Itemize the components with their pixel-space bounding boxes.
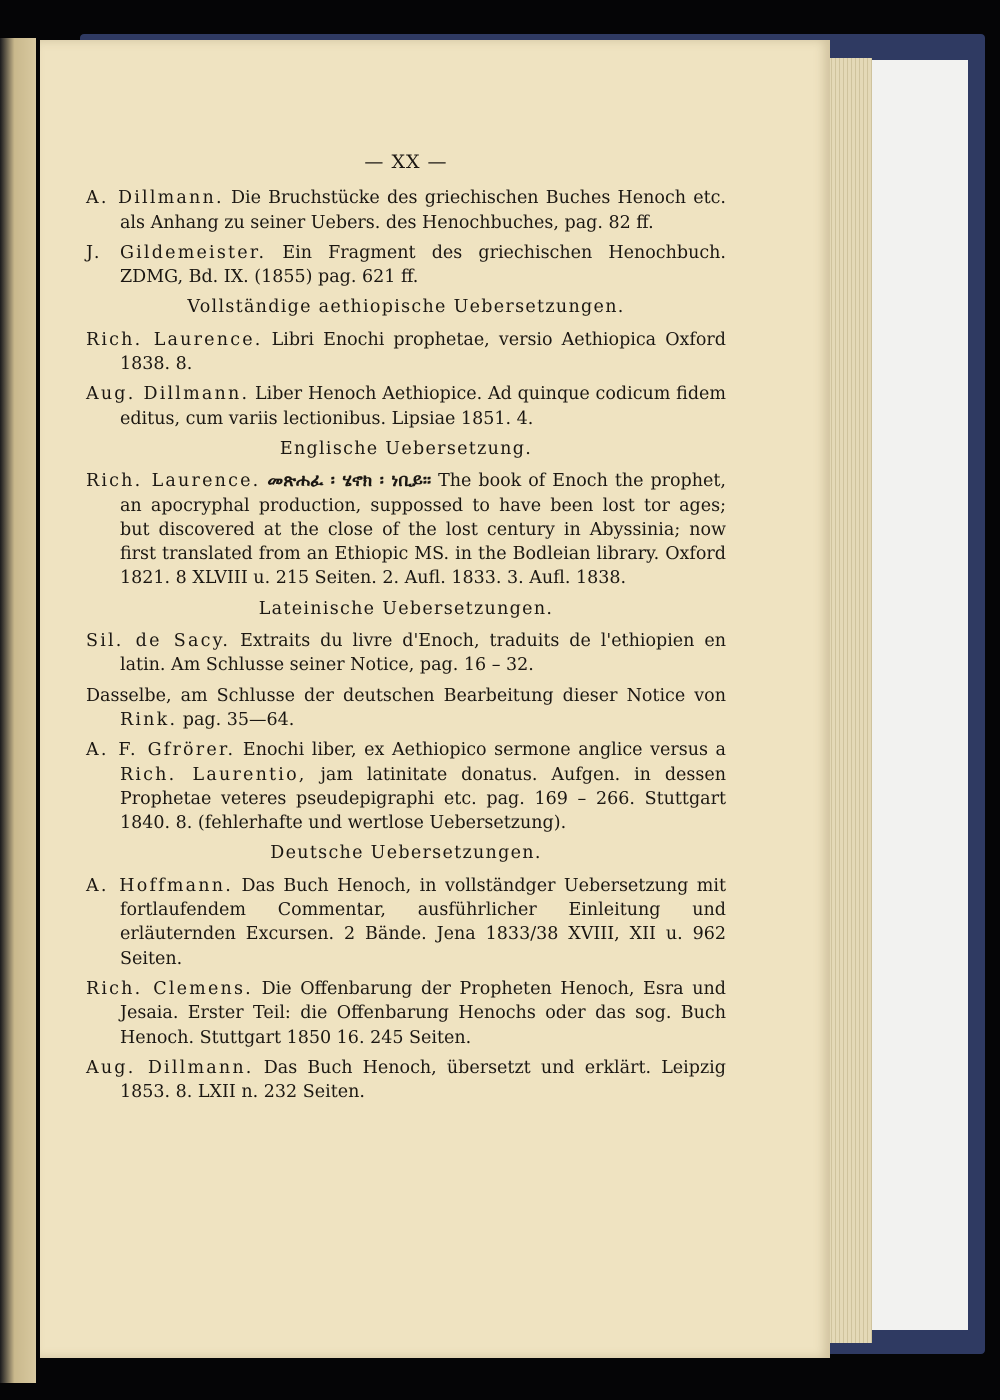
section-heading: Vollständige aethiopische Uebersetzungen. <box>187 297 625 318</box>
bib-entry <box>86 684 726 733</box>
entry-author: Aug. Dillmann. <box>86 1057 254 1078</box>
entry-text: Enochi liber, ex Aethiopico sermone anglice versus a <box>242 740 726 761</box>
bib-entry <box>86 874 726 971</box>
entry-text: jam latinitate donatus. Aufgen. in dessen Prophetae veteres pseudepigraphi etc. pag. 169 – 266. Stuttgart 1840. 8. (fehlerhafte und wertlose Uebersetzung). <box>120 764 726 834</box>
bib-entry <box>86 1056 726 1105</box>
entry-author: J. Gildemeister. <box>86 242 267 263</box>
entry-text: Extraits du livre d'Enoch, traduits de l'ethiopien en latin. Am Schlusse seiner Notice, pag. 16 – 32. <box>120 631 726 676</box>
entry-author: Sil. de Sacy. <box>86 631 231 652</box>
entry-author: A. Dillmann. <box>86 188 224 209</box>
bib-entry <box>86 382 726 431</box>
ethiopic-title: መጽሐፈ ፡ ሄኖክ ፡ ነቢይ፡፡ <box>267 471 432 492</box>
bib-entry <box>86 469 726 590</box>
entry-author: Rich. Laurentio, <box>120 764 307 785</box>
entry-author: A. F. Gfrörer. <box>86 740 236 761</box>
bib-entry <box>86 328 726 377</box>
entry-text: Ein Fragment des griechischen Henochbuch. ZDMG, Bd. IX. (1855) pag. 621 ff. <box>120 242 726 288</box>
entry-text: Die Offenbarung der Propheten Henoch, Esra und Jesaia. Erster Teil: die Offenbarung Henochs oder das sog. Buch Henoch. Stuttgart 1850 16. 245 Seiten. <box>120 978 726 1048</box>
facing-page-edge <box>0 38 36 1383</box>
bib-entry <box>86 977 726 1050</box>
entry-author: Rich. Laurence. <box>86 329 263 350</box>
entry-text: Libri Enochi prophetae, versio Aethiopica Oxford 1838. 8. <box>120 329 726 375</box>
bib-entry <box>86 629 726 678</box>
page-number: — XX — <box>364 151 448 173</box>
entry-text: The book of Enoch the prophet, an apocryphal production, suppossed to have been lost tor ages; but discovered at the close of the lost century in Abyssinia; now first translated from an Ethiopic MS. in the Bodleian library. Oxford 1821. 8 XLVIII u. 215 Seiten. 2. Aufl. 1833. 3. Aufl. 1838. <box>120 471 726 589</box>
entry-text: pag. 35—64. <box>182 709 295 730</box>
entry-text: Die Bruchstücke des griechischen Buches Henoch etc. als Anhang zu seiner Uebers. des Henochbuches, pag. 82 ff. <box>120 188 726 233</box>
entry-text: Das Buch Henoch, in vollständger Uebersetzung mit fortlaufendem Commentar, ausführlicher Einleitung und erläuternden Excursen. 2 Bände. Jena 1833/38 XVIII, XII u. 962 Seiten. <box>120 875 726 969</box>
entry-text: Dasselbe, am Schlusse der deutschen Bearbeitung dieser Notice von <box>86 685 726 706</box>
book-page <box>40 40 830 1358</box>
page-text <box>86 150 726 1110</box>
entry-text: Das Buch Henoch, übersetzt und erklärt. Leipzig 1853. 8. LXII n. 232 Seiten. <box>120 1057 726 1103</box>
bib-entry <box>86 241 726 290</box>
section-heading: Englische Uebersetzung. <box>279 438 533 459</box>
bib-entry <box>86 738 726 835</box>
bib-entry <box>86 186 726 235</box>
page-edges <box>828 58 872 1343</box>
entry-author: Rink. <box>120 709 178 730</box>
section-heading: Lateinische Uebersetzungen. <box>258 598 554 619</box>
entry-text: Liber Henoch Aethiopice. Ad quinque codicum fidem editus, cum variis lectionibus. Lipsiae 1851. 4. <box>120 384 726 429</box>
background-white-area <box>868 60 968 1330</box>
entry-author: Rich. Clemens. <box>86 978 253 999</box>
entry-author: Rich. Laurence. <box>86 471 261 492</box>
section-heading: Deutsche Uebersetzungen. <box>270 843 542 864</box>
entry-author: Aug. Dillmann. <box>86 384 250 405</box>
entry-author: A. Hoffmann. <box>86 875 233 896</box>
